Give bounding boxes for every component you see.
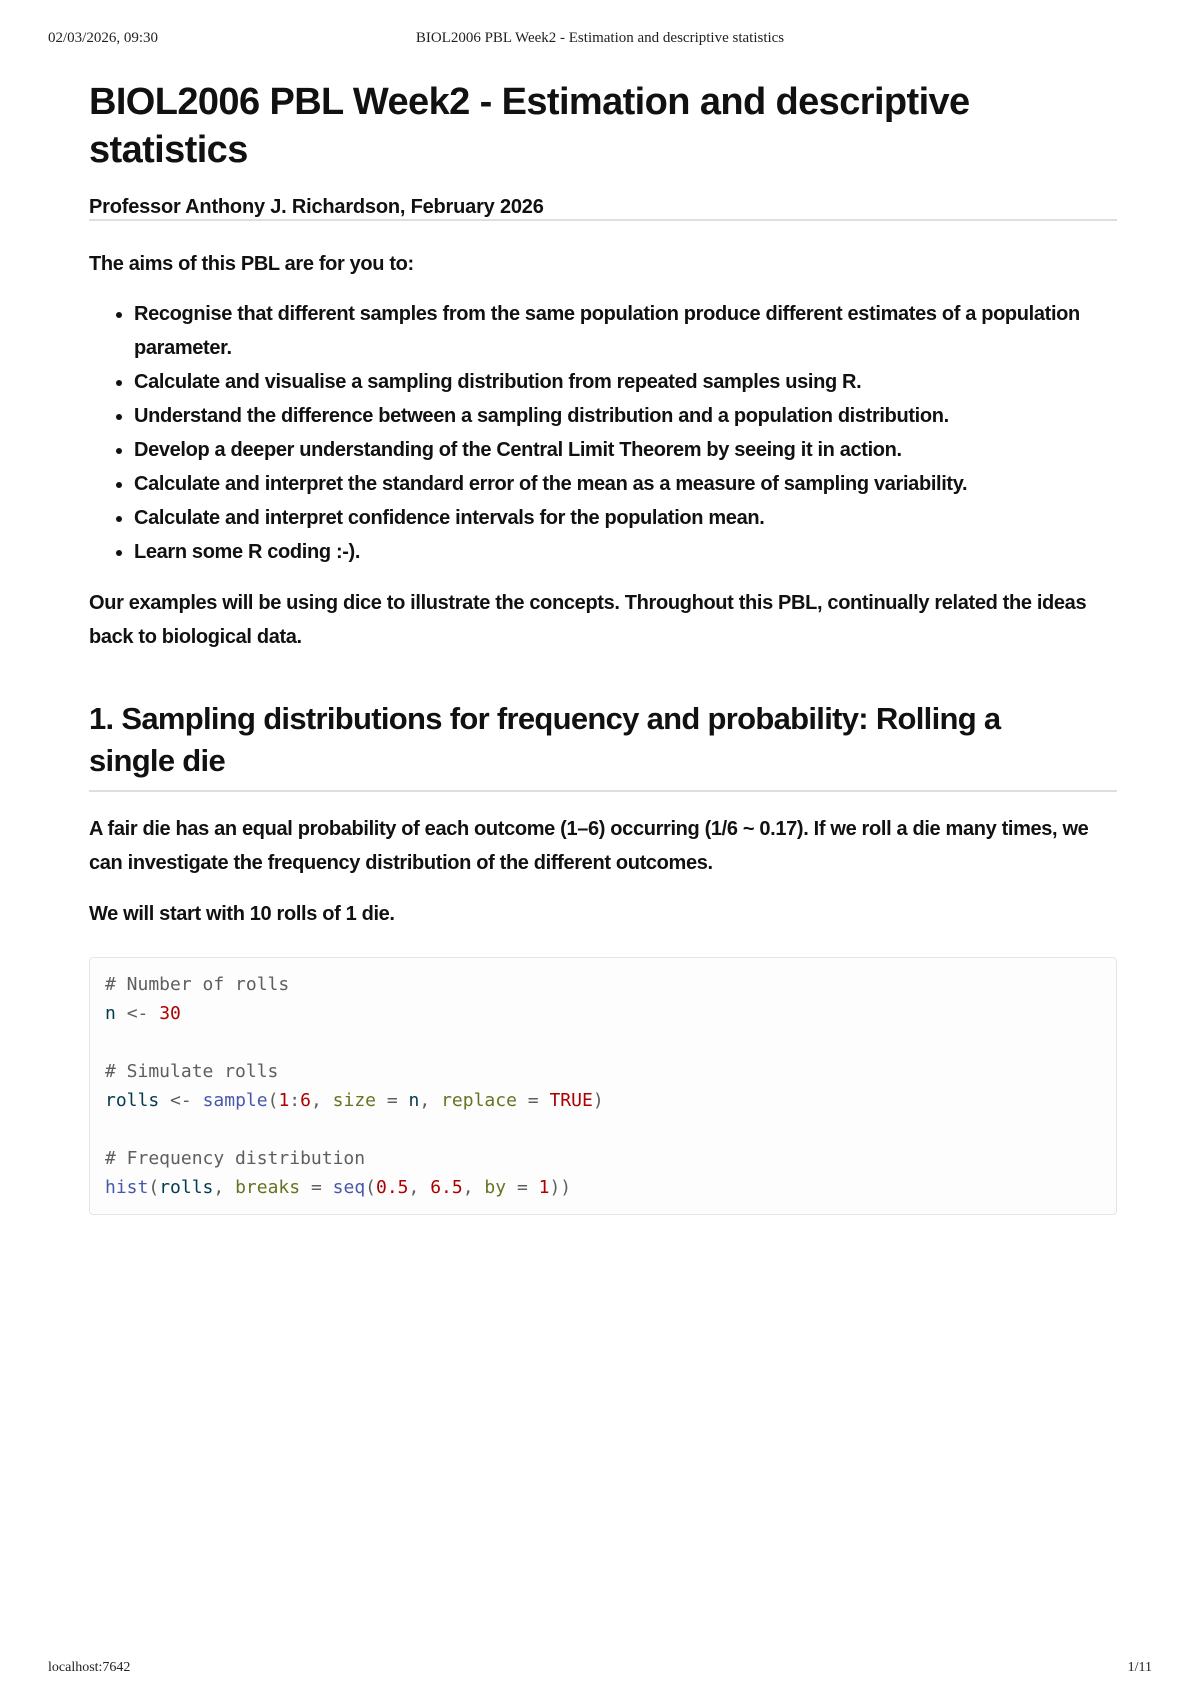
print-datetime: 02/03/2026, 09:30: [48, 30, 159, 46]
code-line: # Frequency distribution: [105, 1148, 366, 1169]
aims-list: [89, 297, 1117, 569]
examples-paragraph: Our examples will be using dice to illustrate the concepts. Throughout this PBL, continually related the ideas back to biological data.: [89, 592, 1087, 648]
code-line: rolls <- sample(1:6, size = n, replace = TRUE): [105, 1090, 604, 1111]
section-1-heading: [89, 698, 1117, 782]
section-1-divider: [89, 790, 1117, 792]
print-page-number: 1/11: [1127, 1660, 1152, 1675]
code-line: hist(rolls, breaks = seq(0.5, 6.5, by = 1)): [105, 1177, 572, 1198]
section-1-paragraph-2: We will start with 10 rolls of 1 die.: [89, 903, 395, 925]
document-content: [89, 78, 1117, 1215]
aims-intro: The aims of this PBL are for you to:: [89, 253, 414, 275]
title-divider: [89, 219, 1117, 221]
code-block[interactable]: [89, 957, 1117, 1215]
section-1-heading-line1: 1. Sampling distributions for frequency and probability: Rolling a: [89, 701, 1001, 736]
print-footer: [48, 1660, 1152, 1682]
aim-item: • Develop a deeper understanding of the Central Limit Theorem by seeing it in action.: [134, 433, 1117, 467]
aim-item: • Recognise that different samples from the same population produce different estimates of a population parameter.: [134, 297, 1117, 365]
aim-item: • Calculate and interpret the standard error of the mean as a measure of sampling variability.: [134, 467, 1117, 501]
code-line: # Number of rolls: [105, 974, 290, 995]
aim-item: • Understand the difference between a sampling distribution and a population distribution.: [134, 399, 1117, 433]
print-url: localhost:7642: [48, 1660, 131, 1675]
code-line-blank: [105, 1115, 1101, 1144]
page-title-line1: BIOL2006 PBL Week2 - Estimation and descriptive: [89, 81, 970, 123]
page-title: [89, 78, 1117, 174]
page-title-line2: statistics: [89, 129, 248, 171]
author-line: Professor Anthony J. Richardson, February 2026: [89, 196, 544, 218]
aim-item: • Calculate and interpret confidence intervals for the population mean.: [134, 501, 1117, 535]
aim-item: • Learn some R coding :-).: [134, 535, 1117, 569]
code-line: n <- 30: [105, 1003, 181, 1024]
section-1-paragraph-1: A fair die has an equal probability of each outcome (1–6) occurring (1/6 ~ 0.17). If we roll a die many times, we can investigate the frequency distribution of the different outcomes.: [89, 818, 1089, 874]
print-title: BIOL2006 PBL Week2 - Estimation and descriptive statistics: [415, 30, 785, 46]
code-line-blank: [105, 1028, 1101, 1057]
print-header: [48, 30, 1152, 52]
section-1-heading-line2: single die: [89, 743, 225, 778]
aim-item: • Calculate and visualise a sampling distribution from repeated samples using R.: [134, 365, 1117, 399]
code-line: # Simulate rolls: [105, 1061, 279, 1082]
